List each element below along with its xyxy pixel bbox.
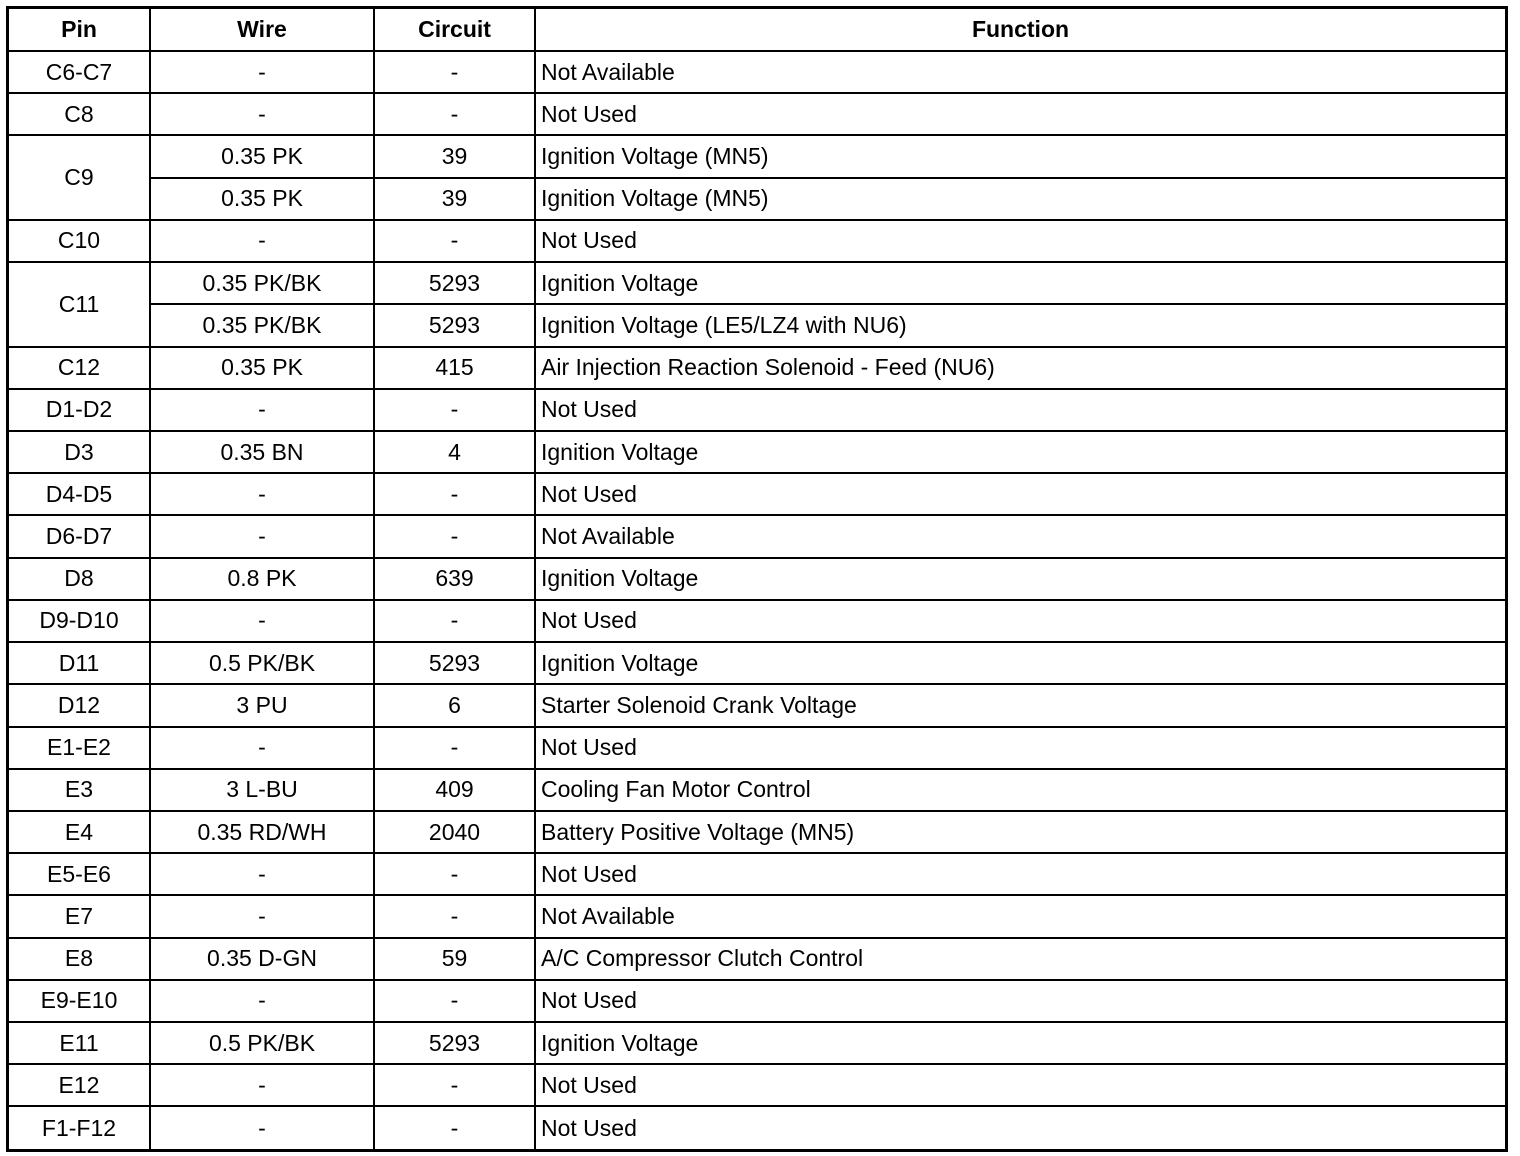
function-cell: Ignition Voltage bbox=[535, 558, 1505, 600]
circuit-cell: 4 bbox=[374, 431, 535, 473]
pin-cell: E9-E10 bbox=[9, 980, 150, 1022]
wire-cell: - bbox=[150, 853, 374, 895]
table-row bbox=[9, 347, 1505, 389]
pin-cell: C9 bbox=[9, 135, 150, 219]
circuit-cell: - bbox=[374, 220, 535, 262]
function-cell: Not Used bbox=[535, 220, 1505, 262]
function-cell: Not Used bbox=[535, 600, 1505, 642]
pin-cell: F1-F12 bbox=[9, 1106, 150, 1149]
circuit-cell: - bbox=[374, 93, 535, 135]
circuit-cell: 2040 bbox=[374, 811, 535, 853]
wire-cell: 0.5 PK/BK bbox=[150, 1022, 374, 1064]
pin-cell: E4 bbox=[9, 811, 150, 853]
function-cell: Battery Positive Voltage (MN5) bbox=[535, 811, 1505, 853]
pin-cell: C8 bbox=[9, 93, 150, 135]
table-row bbox=[9, 811, 1505, 853]
wire-cell: 0.35 PK/BK bbox=[150, 304, 374, 346]
pin-cell: E8 bbox=[9, 938, 150, 980]
pin-cell: D8 bbox=[9, 558, 150, 600]
circuit-cell: 409 bbox=[374, 769, 535, 811]
wire-cell: - bbox=[150, 51, 374, 93]
table-row bbox=[9, 93, 1505, 135]
circuit-cell: 639 bbox=[374, 558, 535, 600]
wire-cell: 0.35 BN bbox=[150, 431, 374, 473]
table-row bbox=[9, 515, 1505, 557]
circuit-cell: - bbox=[374, 980, 535, 1022]
wire-cell: - bbox=[150, 727, 374, 769]
circuit-cell: - bbox=[374, 895, 535, 937]
function-cell: Not Used bbox=[535, 389, 1505, 431]
function-cell: A/C Compressor Clutch Control bbox=[535, 938, 1505, 980]
pin-cell: D4-D5 bbox=[9, 473, 150, 515]
pin-cell: D9-D10 bbox=[9, 600, 150, 642]
circuit-cell: - bbox=[374, 389, 535, 431]
pinout-table-frame bbox=[6, 6, 1508, 1152]
wire-cell: 0.35 PK bbox=[150, 178, 374, 220]
wire-cell: 0.35 PK/BK bbox=[150, 262, 374, 304]
table-row bbox=[9, 473, 1505, 515]
function-cell: Air Injection Reaction Solenoid - Feed (NU6) bbox=[535, 347, 1505, 389]
pin-cell: D6-D7 bbox=[9, 515, 150, 557]
function-cell: Not Used bbox=[535, 1106, 1505, 1149]
wire-cell: 0.35 D-GN bbox=[150, 938, 374, 980]
table-row bbox=[9, 1022, 1505, 1064]
function-cell: Ignition Voltage (LE5/LZ4 with NU6) bbox=[535, 304, 1505, 346]
wire-cell: - bbox=[150, 1064, 374, 1106]
table-row bbox=[9, 262, 1505, 304]
pin-cell: C6-C7 bbox=[9, 51, 150, 93]
function-cell: Not Available bbox=[535, 51, 1505, 93]
function-cell: Not Used bbox=[535, 93, 1505, 135]
pin-cell: C10 bbox=[9, 220, 150, 262]
header-pin: Pin bbox=[9, 9, 150, 51]
circuit-cell: - bbox=[374, 515, 535, 557]
table-row bbox=[9, 304, 1505, 346]
table-header-row bbox=[9, 9, 1505, 51]
pin-cell: E5-E6 bbox=[9, 853, 150, 895]
circuit-cell: - bbox=[374, 473, 535, 515]
wire-cell: - bbox=[150, 895, 374, 937]
circuit-cell: - bbox=[374, 1064, 535, 1106]
wire-cell: 0.8 PK bbox=[150, 558, 374, 600]
function-cell: Starter Solenoid Crank Voltage bbox=[535, 684, 1505, 726]
table-row bbox=[9, 600, 1505, 642]
pin-cell: D11 bbox=[9, 642, 150, 684]
table-row bbox=[9, 684, 1505, 726]
circuit-cell: - bbox=[374, 853, 535, 895]
function-cell: Ignition Voltage bbox=[535, 1022, 1505, 1064]
header-function: Function bbox=[535, 9, 1505, 51]
pin-cell: C11 bbox=[9, 262, 150, 346]
pin-cell: D12 bbox=[9, 684, 150, 726]
pin-cell: E3 bbox=[9, 769, 150, 811]
pin-cell: E1-E2 bbox=[9, 727, 150, 769]
header-circuit: Circuit bbox=[374, 9, 535, 51]
wire-cell: - bbox=[150, 93, 374, 135]
wire-cell: - bbox=[150, 600, 374, 642]
circuit-cell: 5293 bbox=[374, 1022, 535, 1064]
wire-cell: - bbox=[150, 980, 374, 1022]
connector-pinout-table bbox=[9, 9, 1505, 1149]
wire-cell: 0.35 RD/WH bbox=[150, 811, 374, 853]
wire-cell: 0.5 PK/BK bbox=[150, 642, 374, 684]
table-row bbox=[9, 769, 1505, 811]
circuit-cell: 6 bbox=[374, 684, 535, 726]
wire-cell: 3 L-BU bbox=[150, 769, 374, 811]
circuit-cell: 5293 bbox=[374, 642, 535, 684]
table-row bbox=[9, 727, 1505, 769]
pin-cell: E11 bbox=[9, 1022, 150, 1064]
wire-cell: 0.35 PK bbox=[150, 347, 374, 389]
function-cell: Ignition Voltage bbox=[535, 262, 1505, 304]
table-row bbox=[9, 135, 1505, 177]
wire-cell: - bbox=[150, 1106, 374, 1149]
table-row bbox=[9, 938, 1505, 980]
circuit-cell: - bbox=[374, 600, 535, 642]
function-cell: Ignition Voltage bbox=[535, 431, 1505, 473]
table-row bbox=[9, 558, 1505, 600]
circuit-cell: 59 bbox=[374, 938, 535, 980]
function-cell: Not Used bbox=[535, 853, 1505, 895]
wire-cell: 3 PU bbox=[150, 684, 374, 726]
wire-cell: - bbox=[150, 473, 374, 515]
pin-cell: E12 bbox=[9, 1064, 150, 1106]
function-cell: Not Used bbox=[535, 1064, 1505, 1106]
circuit-cell: 39 bbox=[374, 135, 535, 177]
wire-cell: 0.35 PK bbox=[150, 135, 374, 177]
pin-cell: E7 bbox=[9, 895, 150, 937]
table-row bbox=[9, 220, 1505, 262]
table-row bbox=[9, 642, 1505, 684]
circuit-cell: 39 bbox=[374, 178, 535, 220]
function-cell: Ignition Voltage (MN5) bbox=[535, 178, 1505, 220]
circuit-cell: - bbox=[374, 1106, 535, 1149]
table-row bbox=[9, 1064, 1505, 1106]
circuit-cell: - bbox=[374, 727, 535, 769]
wire-cell: - bbox=[150, 220, 374, 262]
circuit-cell: - bbox=[374, 51, 535, 93]
table-row bbox=[9, 980, 1505, 1022]
circuit-cell: 5293 bbox=[374, 304, 535, 346]
pin-cell: D1-D2 bbox=[9, 389, 150, 431]
function-cell: Ignition Voltage bbox=[535, 642, 1505, 684]
table-row bbox=[9, 853, 1505, 895]
table-row bbox=[9, 389, 1505, 431]
wire-cell: - bbox=[150, 389, 374, 431]
function-cell: Not Used bbox=[535, 727, 1505, 769]
table-row bbox=[9, 1106, 1505, 1149]
wire-cell: - bbox=[150, 515, 374, 557]
function-cell: Ignition Voltage (MN5) bbox=[535, 135, 1505, 177]
circuit-cell: 5293 bbox=[374, 262, 535, 304]
pin-cell: C12 bbox=[9, 347, 150, 389]
circuit-cell: 415 bbox=[374, 347, 535, 389]
header-wire: Wire bbox=[150, 9, 374, 51]
function-cell: Not Used bbox=[535, 980, 1505, 1022]
table-row bbox=[9, 178, 1505, 220]
table-row bbox=[9, 51, 1505, 93]
table-row bbox=[9, 895, 1505, 937]
function-cell: Not Available bbox=[535, 515, 1505, 557]
function-cell: Not Available bbox=[535, 895, 1505, 937]
table-row bbox=[9, 431, 1505, 473]
pin-cell: D3 bbox=[9, 431, 150, 473]
function-cell: Cooling Fan Motor Control bbox=[535, 769, 1505, 811]
function-cell: Not Used bbox=[535, 473, 1505, 515]
